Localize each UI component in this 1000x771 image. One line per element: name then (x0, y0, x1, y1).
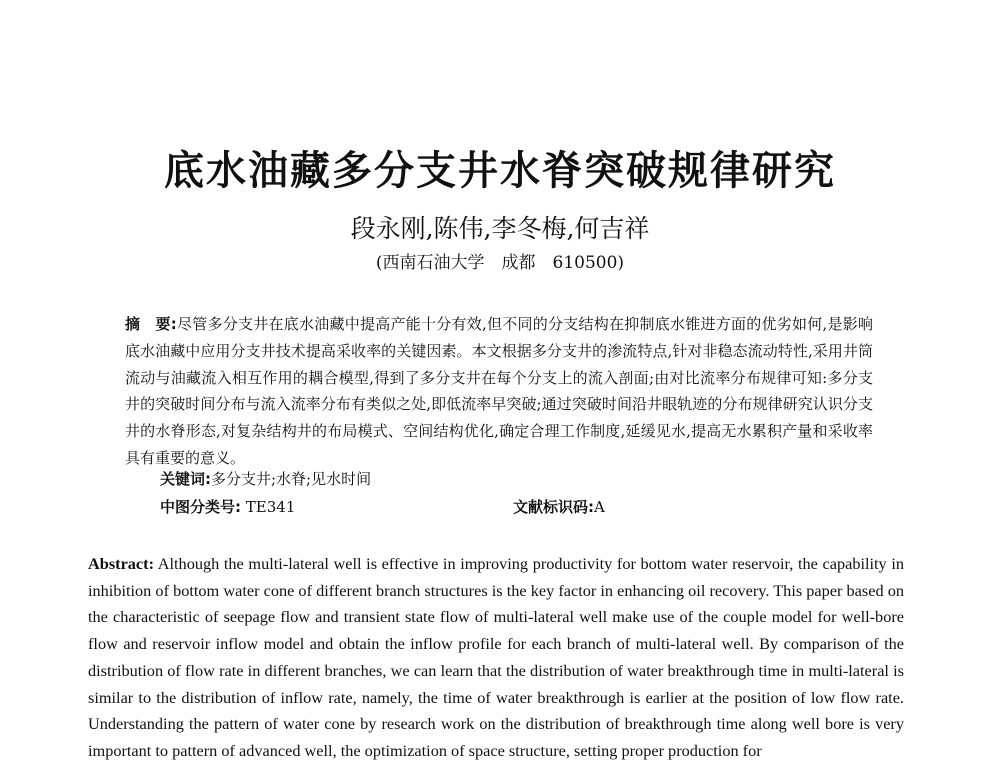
clc-label: 中图分类号: (160, 498, 241, 516)
keywords-label: 关键词: (160, 470, 211, 488)
english-abstract (88, 551, 904, 765)
chinese-abstract-text: 尽管多分支井在底水油藏中提高产能十分有效,但不同的分支结构在抑制底水锥进方面的优劣如何,是影响底水油藏中应用分支井技术提高采收率的关键因素。本文根据多分支井的渗流特点,针对非稳态流动特性,采用井筒流动与油藏流入相互作用的耦合模型,得到了多分支井在每个分支上的流入剖面;由对比流率分布规律可知:多分支井的突破时间分布与流入流率分布有类似之处,即低流率早突破;通过突破时间沿井眼轨迹的分布规律研究认识分支井的水脊形态,对复杂结构井的布局模式、空间结构优化,确定合理工作制度,延缓见水,提高无水累积产量和采收率具有重要的意义。 (125, 315, 873, 467)
affiliation: (西南石油大学 成都 610500) (375, 253, 625, 273)
author-list: 段永刚,陈伟,李冬梅,何吉祥 (350, 214, 650, 243)
doc-code-value: A (594, 498, 605, 516)
keywords (160, 466, 371, 492)
english-abstract-label: Abstract: (88, 554, 155, 573)
clc-value: TE341 (245, 498, 296, 516)
paper-title: 底水油藏多分支井水脊突破规律研究 (164, 147, 836, 194)
doc-code-label: 文献标识码: (513, 498, 594, 516)
english-abstract-text: Although the multi-lateral well is effective in improving productivity for bottom water reservoir, the capability in inhibition of bottom water cone of different branch structures is the key factor in enhancing oil recovery. This paper based on the characteristic of seepage flow and transient state flow of multi-lateral well make use of the couple model for well-bore flow and reservoir inflow model and obtain the inflow profile for each branch of multi-lateral well. By comparison of the distribution of flow rate in different branches, we can learn that the distribution of water breakthrough time in multi-lateral is similar to the distribution of inflow rate, namely, the time of water breakthrough is earlier at the position of low flow rate. Understanding the pattern of water cone by research work on the distribution of breakthrough time along well bore is very important to pattern of advanced well, the optimization of space structure, setting proper production for (88, 554, 904, 760)
keywords-text: 多分支井;水脊;见水时间 (211, 470, 372, 488)
classification-line (160, 494, 880, 520)
chinese-abstract (125, 311, 873, 472)
chinese-abstract-label: 摘 要: (125, 315, 177, 333)
doc-code (513, 494, 605, 520)
